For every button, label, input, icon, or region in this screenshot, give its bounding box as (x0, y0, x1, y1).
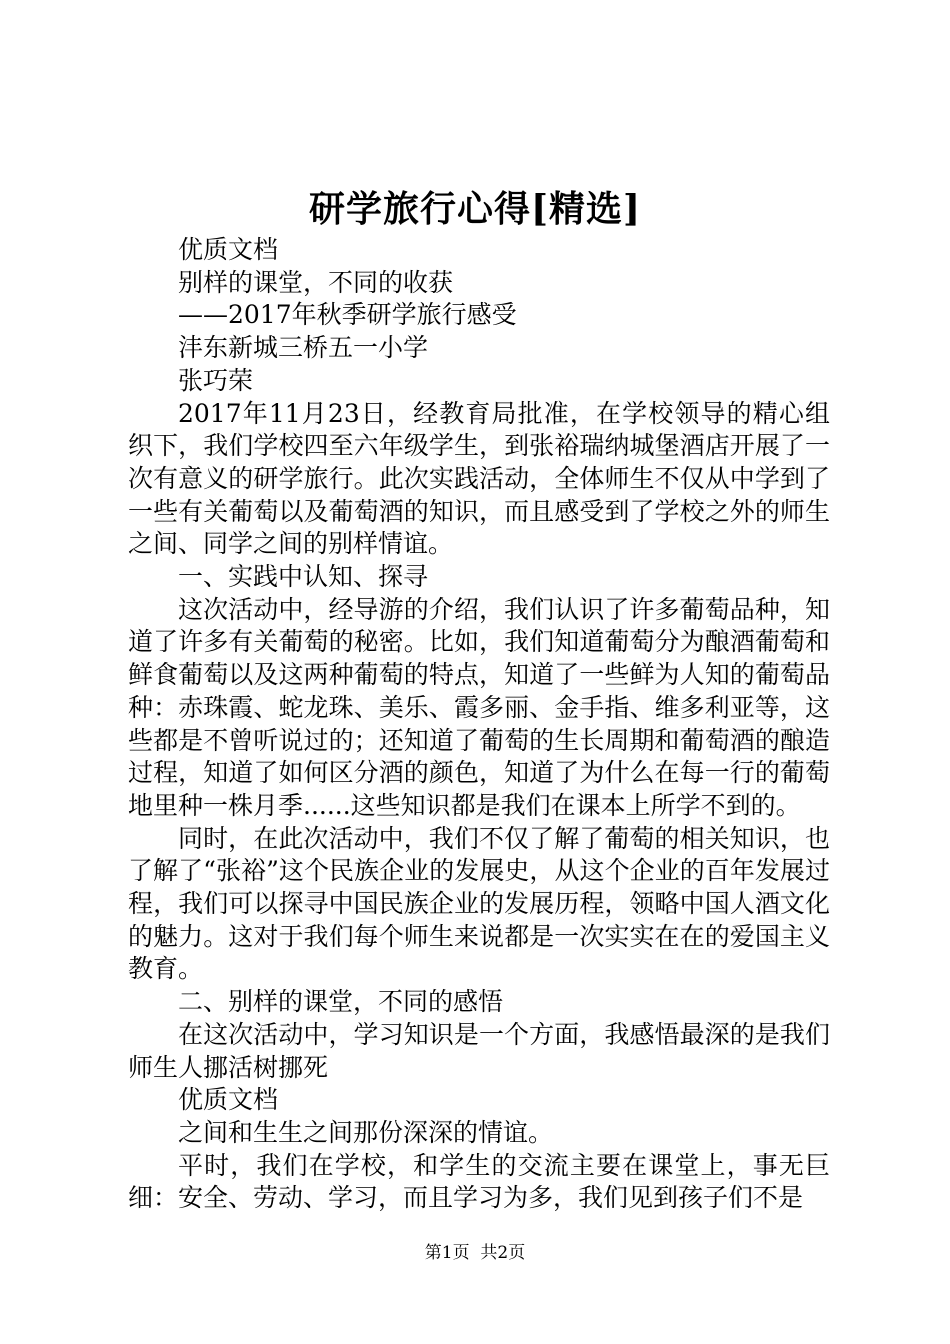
article-title: 别样的课堂，不同的收获 (178, 267, 454, 297)
page-footer (0, 1241, 950, 1265)
paragraph: 同时，在此次活动中，我们不仅了解了葡萄的相关知识，也了解了“张裕”这个民族企业的发展史，从这个企业的百年发展过程，我们可以探寻中国民族企业的发展历程，领略中国人酒文化的魅力。这对于我们每个师生来说都是一次实实在在的爱国主义教育。 (128, 823, 830, 984)
article-subtitle: ——2017年秋季研学旅行感受 (178, 300, 517, 330)
document-body (128, 234, 830, 1215)
header-note: 优质文档 (178, 1085, 279, 1115)
paragraph: 之间和生生之间那份深深的情谊。 (178, 1117, 554, 1147)
paragraph: 这次活动中，经导游的介绍，我们认识了许多葡萄品种，知道了许多有关葡萄的秘密。比如，我们知道葡萄分为酿酒葡萄和鲜食葡萄以及这两种葡萄的特点，知道了一些鲜为人知的葡萄品种：赤珠霞、蛇龙珠、美乐、霞多丽、金手指、维多利亚等，这些都是不曾听说过的；还知道了葡萄的生长周期和葡萄酒的酿造过程，知道了如何区分酒的颜色，知道了为什么在每一行的葡萄地里种一株月季......这些知识都是我们在课本上所学不到的。 (128, 594, 830, 820)
author-name: 张巧荣 (178, 365, 254, 395)
paragraph: 平时，我们在学校，和学生的交流主要在课堂上，事无巨细：安全、劳动、学习，而且学习为多，我们见到孩子们不是 (128, 1150, 830, 1213)
author-school: 沣东新城三桥五一小学 (178, 333, 429, 363)
page-total: 共2页 (480, 1243, 526, 1263)
document-title: 研学旅行心得[精选] (308, 188, 642, 230)
paragraph: 在这次活动中，学习知识是一个方面，我感悟最深的是我们师生人挪活树挪死 (128, 1019, 830, 1082)
section-heading: 一、实践中认知、探寻 (178, 562, 429, 592)
header-note: 优质文档 (178, 235, 279, 264)
page-number: 第1页 (424, 1243, 470, 1263)
paragraph: 2017年11月23日，经教育局批准，在学校领导的精心组织下，我们学校四至六年级学生，到张裕瑞纳城堡酒店开展了一次有意义的研学旅行。此次实践活动，全体师生不仅从中学到了一些有关葡萄以及葡萄酒的知识，而且感受到了学校之外的师生之间、同学之间的别样情谊。 (128, 398, 830, 559)
section-heading: 二、别样的课堂，不同的感悟 (178, 987, 504, 1017)
